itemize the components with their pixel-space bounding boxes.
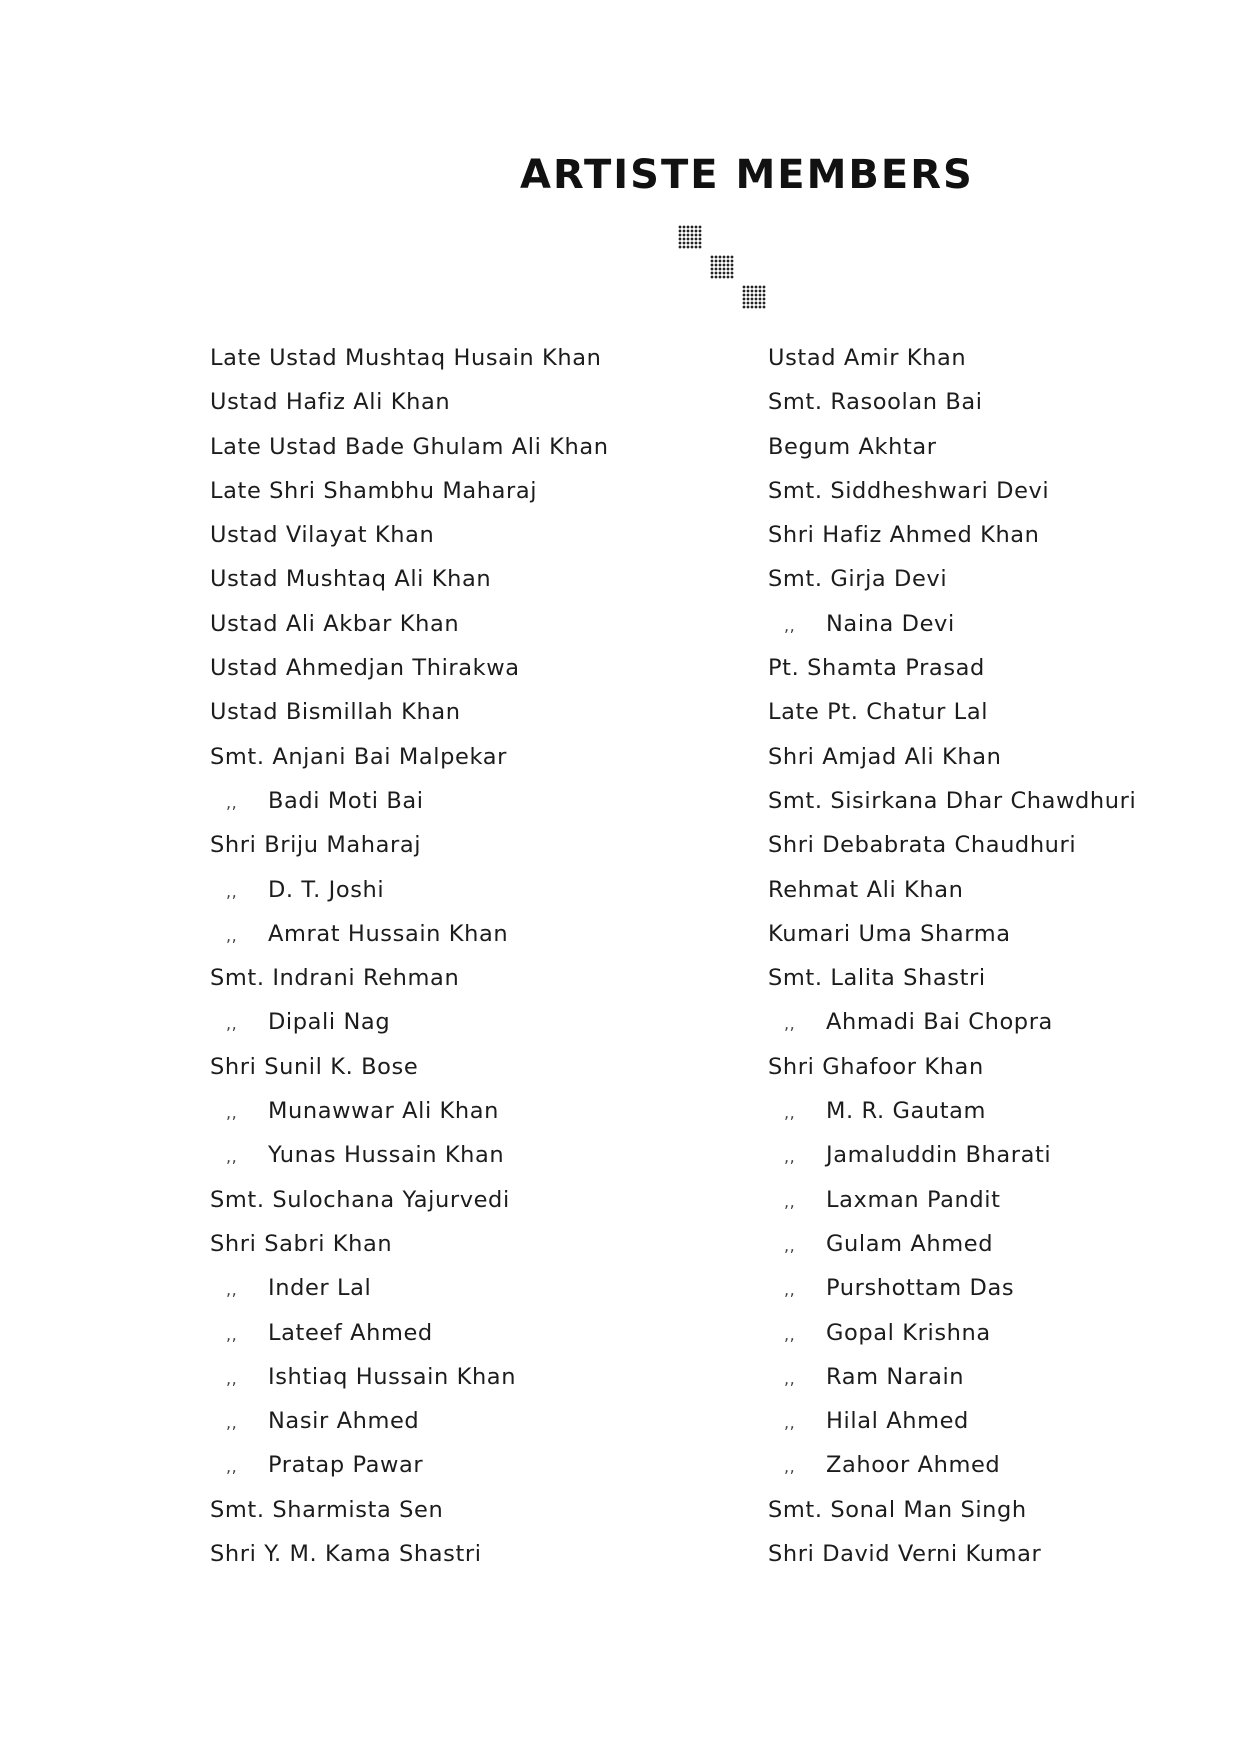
ditto-mark: ,, [784, 615, 796, 635]
member-entry [210, 735, 690, 779]
ditto-mark: ,, [784, 1235, 796, 1255]
member-entry [210, 1488, 690, 1532]
member-entry [210, 1089, 690, 1133]
member-entry [768, 469, 1168, 513]
member-name: Ustad Ahmedjan Thirakwa [210, 655, 520, 682]
ditto-mark: ,, [226, 1457, 238, 1477]
member-entry [768, 1089, 1168, 1133]
member-name: Late Ustad Mushtaq Husain Khan [210, 345, 602, 371]
member-entry [210, 1266, 690, 1310]
member-name: Pratap Pawar [268, 1452, 424, 1479]
ditto-mark: ,, [784, 1413, 796, 1433]
member-entry [210, 602, 690, 646]
member-name: Late Ustad Bade Ghulam Ali Khan [210, 433, 609, 460]
member-entry [210, 557, 690, 601]
member-entry [210, 912, 690, 956]
member-entry [768, 1399, 1168, 1443]
member-name: Laxman Pandit [826, 1186, 1001, 1213]
page-title: ARTISTE MEMBERS [520, 152, 974, 198]
member-name: Ustad Vilayat Khan [210, 522, 435, 549]
member-entry [768, 513, 1168, 557]
member-entry [210, 690, 690, 734]
member-entry [210, 1222, 690, 1266]
ditto-mark: ,, [784, 1014, 796, 1034]
ditto-mark: ,, [784, 1280, 796, 1300]
member-entry [768, 1488, 1168, 1532]
member-name: Rehmat Ali Khan [768, 876, 964, 903]
member-name: Smt. Indrani Rehman [210, 965, 460, 992]
member-name: Yunas Hussain Khan [268, 1142, 505, 1169]
ditto-mark: ,, [784, 1324, 796, 1344]
member-entry [768, 557, 1168, 601]
member-name: Shri Ghafoor Khan [768, 1053, 984, 1080]
member-entry [210, 380, 690, 424]
member-name: Inder Lal [268, 1275, 372, 1302]
member-entry [210, 1000, 690, 1044]
member-entry [768, 1532, 1168, 1576]
member-entry [768, 380, 1168, 424]
member-name: Amrat Hussain Khan [268, 920, 509, 947]
member-name: Late Shri Shambhu Maharaj [210, 477, 538, 504]
member-name: Shri David Verni Kumar [768, 1541, 1042, 1568]
member-entry [210, 1399, 690, 1443]
member-name: Ustad Ali Akbar Khan [210, 610, 460, 637]
ditto-mark: ,, [226, 1368, 238, 1388]
member-entry [768, 1355, 1168, 1399]
member-name: Smt. Rasoolan Bai [768, 389, 983, 416]
member-entry [768, 868, 1168, 912]
member-entry [768, 912, 1168, 956]
ditto-mark: ,, [226, 1324, 238, 1344]
member-name: Shri Hafiz Ahmed Khan [768, 522, 1040, 549]
member-entry [768, 1443, 1168, 1487]
member-entry [210, 646, 690, 690]
member-entry [210, 823, 690, 867]
member-name: Pt. Shamta Prasad [768, 655, 985, 682]
member-name: M. R. Gautam [826, 1098, 987, 1125]
members-list-left [210, 336, 690, 1576]
ditto-mark: ,, [226, 925, 238, 945]
member-entry [768, 1178, 1168, 1222]
member-name: Shri Sunil K. Bose [210, 1053, 419, 1080]
member-name: Hilal Ahmed [826, 1408, 969, 1435]
member-entry [210, 425, 690, 469]
member-name: Jamaluddin Bharati [826, 1142, 1052, 1169]
member-name: Smt. Sonal Man Singh [768, 1496, 1027, 1523]
member-name: Smt. Anjani Bai Malpekar [210, 743, 507, 770]
member-entry [768, 1311, 1168, 1355]
member-entry [210, 513, 690, 557]
dotted-square-icon [678, 225, 702, 249]
member-entry [210, 1532, 690, 1576]
member-name: Smt. Siddheshwari Devi [768, 477, 1050, 504]
member-name: Smt. Girja Devi [768, 566, 948, 593]
member-name: Dipali Nag [268, 1009, 391, 1036]
member-entry [210, 868, 690, 912]
member-name: Nasir Ahmed [268, 1408, 420, 1435]
member-entry [210, 1133, 690, 1177]
dotted-squares-ornament-icon [678, 225, 788, 315]
member-name: Smt. Sharmista Sen [210, 1496, 444, 1523]
ditto-mark: ,, [226, 1413, 238, 1433]
member-name: Smt. Sulochana Yajurvedi [210, 1186, 510, 1213]
member-name: Munawwar Ali Khan [268, 1098, 500, 1125]
member-name: D. T. Joshi [268, 876, 385, 903]
member-name: Kumari Uma Sharma [768, 920, 1011, 947]
member-name: Ustad Hafiz Ali Khan [210, 389, 451, 416]
member-name: Lateef Ahmed [268, 1319, 433, 1346]
member-name: Late Pt. Chatur Lal [768, 699, 989, 726]
member-entry [210, 469, 690, 513]
ditto-mark: ,, [226, 1280, 238, 1300]
member-entry [768, 425, 1168, 469]
member-entry [768, 779, 1168, 823]
member-entry [768, 336, 1168, 380]
member-name: Gopal Krishna [826, 1319, 991, 1346]
member-name: Shri Debabrata Chaudhuri [768, 832, 1077, 859]
member-name: Gulam Ahmed [826, 1230, 994, 1257]
member-name: Shri Y. M. Kama Shastri [210, 1541, 482, 1568]
member-entry [210, 336, 690, 380]
member-entry [210, 1045, 690, 1089]
member-name: Ustad Mushtaq Ali Khan [210, 566, 492, 593]
member-entry [210, 956, 690, 1000]
member-entry [768, 1222, 1168, 1266]
member-name: Purshottam Das [826, 1275, 1015, 1302]
dotted-square-icon [710, 255, 734, 279]
ditto-mark: ,, [226, 1103, 238, 1123]
member-entry [210, 1443, 690, 1487]
ditto-mark: ,, [784, 1368, 796, 1388]
member-entry [210, 1311, 690, 1355]
member-entry [210, 779, 690, 823]
member-entry [768, 1266, 1168, 1310]
member-entry [768, 1000, 1168, 1044]
member-entry [768, 735, 1168, 779]
ditto-mark: ,, [784, 1147, 796, 1167]
member-entry [210, 1178, 690, 1222]
member-entry [768, 1133, 1168, 1177]
member-entry [768, 690, 1168, 734]
ditto-mark: ,, [226, 881, 238, 901]
member-name: Ustad Amir Khan [768, 345, 967, 371]
member-name: Naina Devi [826, 610, 955, 637]
member-name: Shri Briju Maharaj [210, 832, 422, 859]
member-entry [210, 1355, 690, 1399]
members-list-right [768, 336, 1168, 1576]
ditto-mark: ,, [784, 1457, 796, 1477]
ditto-mark: ,, [226, 1147, 238, 1167]
member-entry [768, 602, 1168, 646]
ditto-mark: ,, [226, 792, 238, 812]
member-name: Shri Amjad Ali Khan [768, 743, 1002, 770]
member-entry [768, 1045, 1168, 1089]
ditto-mark: ,, [784, 1191, 796, 1211]
ditto-mark: ,, [784, 1103, 796, 1123]
member-name: Smt. Sisirkana Dhar Chawdhuri [768, 787, 1137, 814]
dotted-square-icon [742, 285, 766, 309]
member-name: Ahmadi Bai Chopra [826, 1009, 1053, 1036]
member-name: Badi Moti Bai [268, 787, 424, 814]
member-name: Begum Akhtar [768, 433, 937, 460]
member-name: Ustad Bismillah Khan [210, 699, 461, 726]
ditto-mark: ,, [226, 1014, 238, 1034]
member-name: Shri Sabri Khan [210, 1230, 393, 1257]
member-entry [768, 646, 1168, 690]
member-name: Zahoor Ahmed [826, 1452, 1001, 1479]
member-name: Smt. Lalita Shastri [768, 965, 986, 992]
member-entry [768, 823, 1168, 867]
member-entry [768, 956, 1168, 1000]
member-name: Ram Narain [826, 1363, 965, 1390]
member-name: Ishtiaq Hussain Khan [268, 1363, 517, 1390]
